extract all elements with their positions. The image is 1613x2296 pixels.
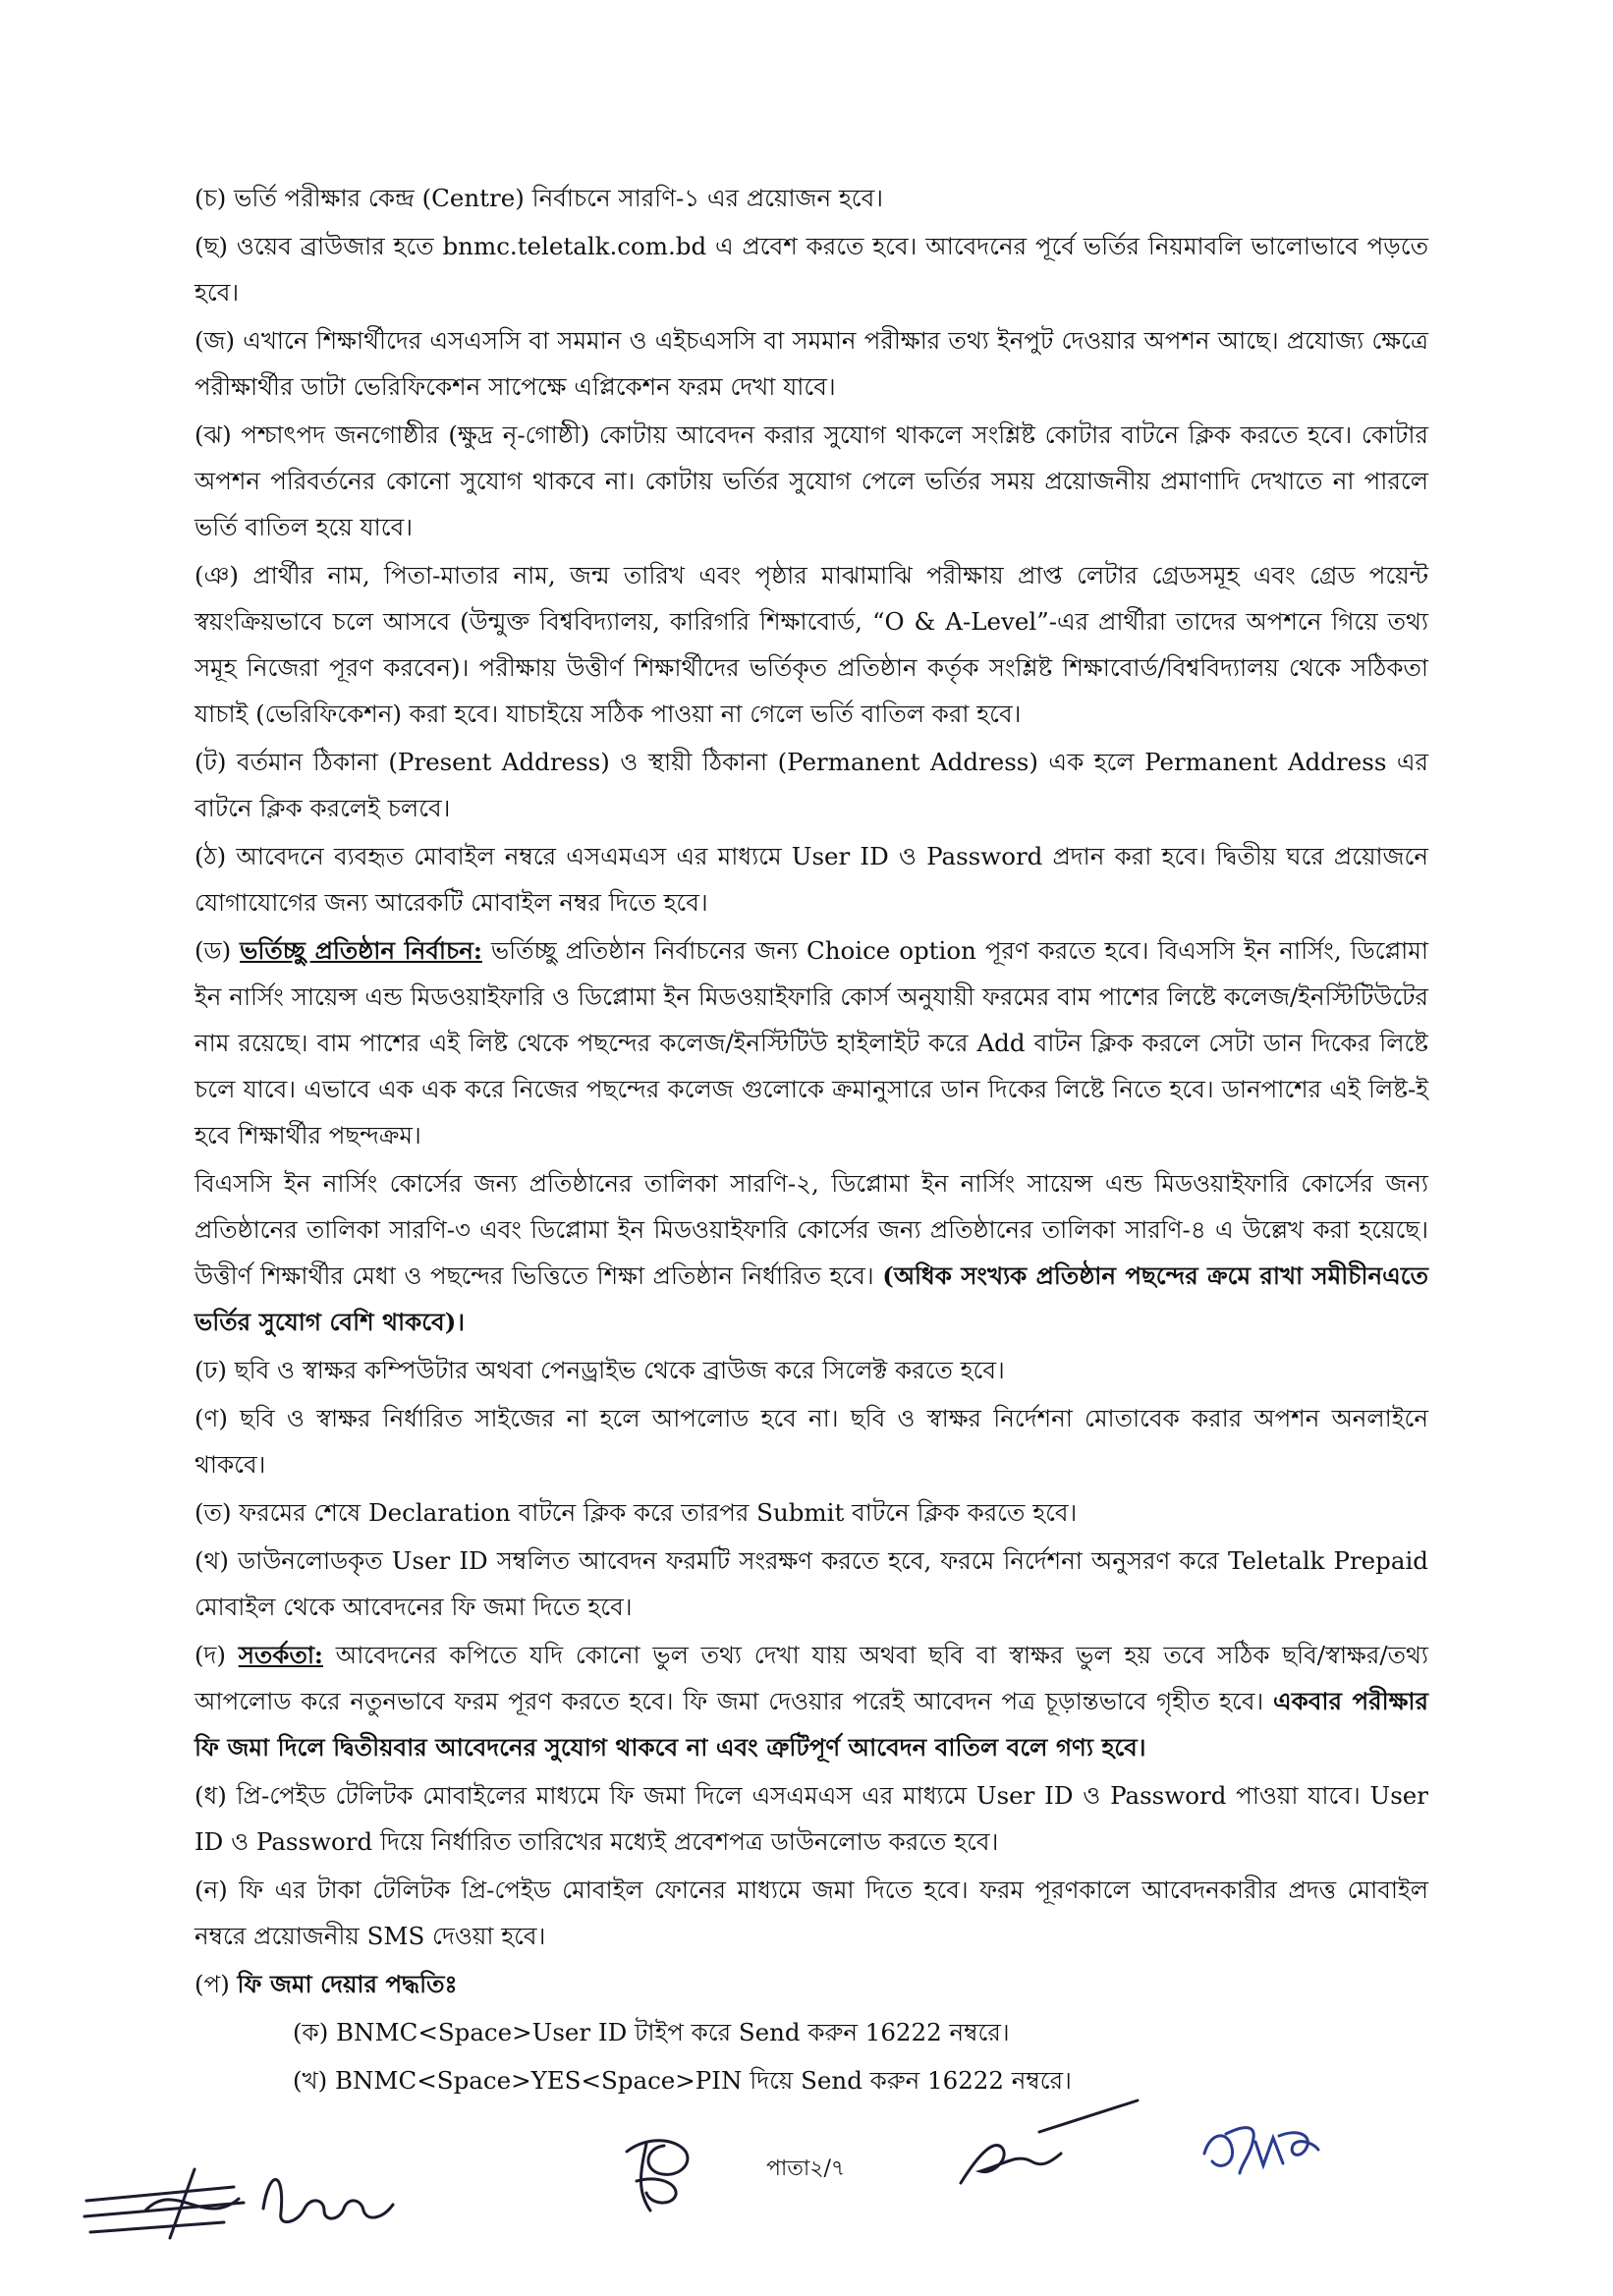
body-text: (ছ) ওয়েব ব্রাউজার হতে bnmc.teletalk.com.bd এ প্রবেশ করতে হবে। আবেদনের পূর্বে ভর্তির নিয়মাবলি ভালোভাবে পড়তে হবে।: [195, 232, 1428, 307]
fee-step: [293, 2057, 1428, 2103]
signature-1: [77, 2140, 401, 2248]
signature-4: [1196, 2114, 1324, 2183]
emphasis-text: সতর্কতা:: [238, 1641, 323, 1669]
body-text: (ধ) প্রি-পেইড টেলিটক মোবাইলের মাধ্যমে ফি জমা দিলে এসএমএস এর মাধ্যমে User ID ও Password পাওয়া যাবে। User ID ও Password দিয়ে নির্ধারিত তারিখের মধ্যেই প্রবেশপত্র ডাউনলোড করতে হবে।: [195, 1781, 1428, 1856]
instruction-item: [195, 1867, 1428, 1959]
body-text: (থ) ডাউনলোডকৃত User ID সম্বলিত আবেদন ফরমটি সংরক্ষণ করতে হবে, ফরমে নির্দেশনা অনুসরণ করে Teletalk Prepaid মোবাইল থেকে আবেদনের ফি জমা দিতে হবে।: [195, 1546, 1428, 1621]
body-text: (ক) BNMC<Space>User ID টাইপ করে Send করুন 16222 নম্বরে।: [293, 2018, 1010, 2046]
instruction-item: [195, 1538, 1428, 1630]
body-text: (ণ) ছবি ও স্বাক্ষর নির্ধারিত সাইজের না হলে আপলোড হবে না। ছবি ও স্বাক্ষর নির্দেশনা মোতাবেক করার অপশন অনলাইনে থাকবে।: [195, 1404, 1428, 1479]
body-text: বিএসসি ইন নার্সিং কোর্সের জন্য প্রতিষ্ঠানের তালিকা সারণি-২, ডিপ্লোমা ইন নার্সিং সায়েন্স এন্ড মিডওয়াইফারি কোর্সের জন্য প্রতিষ্ঠানের তালিকা সারণি-৩ এবং ডিপ্লোমা ইন মিডওয়াইফারি কোর্সের জন্য প্রতিষ্ঠানের তালিকা সারণি-৪ এ উল্লেখ করা হয়েছে। উত্তীর্ণ শিক্ষার্থীর মেধা ও পছন্দের ভিত্তিতে শিক্ষা প্রতিষ্ঠান নির্ধারিত হবে।: [195, 1169, 1428, 1290]
instruction-item: [195, 175, 1428, 221]
instruction-item: [195, 927, 1428, 1158]
instruction-item: [195, 1961, 1428, 2007]
body-text: (ঝ) পশ্চাৎপদ জনগোষ্ঠীর (ক্ষুদ্র নৃ-গোষ্ঠী) কোটায় আবেদন করার সুযোগ থাকলে সংশ্লিষ্ট কোটার বাটনে ক্লিক করতে হবে। কোটার অপশন পরিবর্তনের কোনো সুযোগ থাকবে না। কোটায় ভর্তির সুযোগ পেলে ভর্তির সময় প্রয়োজনীয় প্রমাণাদি দেখাতে না পারলে ভর্তি বাতিল হয়ে যাবে।: [195, 420, 1428, 541]
instruction-item: [195, 552, 1428, 737]
instruction-item: [195, 1395, 1428, 1487]
body-text: (ত) ফরমের শেষে Declaration বাটনে ক্লিক করে তারপর Submit বাটনে ক্লিক করতে হবে।: [195, 1498, 1078, 1527]
body-text: ভর্তিচ্ছু প্রতিষ্ঠান নির্বাচনের জন্য Choice option পূরণ করতে হবে। বিএসসি ইন নার্সিং, ডিপ্লোমা ইন নার্সিং সায়েন্স এন্ড মিডওয়াইফারি ও ডিপ্লোমা ইন মিডওয়াইফারি কোর্স অনুযায়ী ফরমের বাম পাশের লিষ্টে কলেজ/ইনস্টিটিউটের নাম রয়েছে। বাম পাশের এই লিষ্ট থেকে পছন্দের কলেজ/ইনস্টিটিউ হাইলাইট করে Add বাটন ক্লিক করলে সেটা ডান দিকের লিষ্টে চলে যাবে। এভাবে এক এক করে নিজের পছন্দের কলেজ গুলোকে ক্রমানুসারে ডান দিকের লিষ্টে নিতে হবে। ডানপাশের এই লিষ্ট-ই হবে শিক্ষার্থীর পছন্দক্রম।: [195, 936, 1428, 1149]
body-text: (ঢ) ছবি ও স্বাক্ষর কম্পিউটার অথবা পেনড্রাইভ থেকে ব্রাউজ করে সিলেক্ট করতে হবে।: [195, 1356, 1005, 1384]
instruction-item: [195, 1160, 1428, 1345]
signature-2: [607, 2122, 705, 2220]
instruction-item: [195, 412, 1428, 550]
fee-step: [293, 2009, 1428, 2055]
emphasis-text: ভর্তিচ্ছু প্রতিষ্ঠান নির্বাচন:: [240, 936, 482, 965]
emphasis-text: (অধিক সংখ্যক প্রতিষ্ঠান পছন্দের ক্রমে রাখা সমীচীনএতে ভর্তির সুযোগ বেশি থাকবে)।: [195, 1261, 1428, 1336]
instruction-item: [195, 223, 1428, 315]
body-text: আবেদনের কপিতে যদি কোনো ভুল তথ্য দেখা যায় অথবা ছবি বা স্বাক্ষর ভুল হয় তবে সঠিক ছবি/স্বাক্ষর/তথ্য আপলোড করে নতুনভাবে ফরম পূরণ করতে হবে। ফি জমা দেওয়ার পরেই আবেদন পত্র চূড়ান্তভাবে গৃহীত হবে।: [195, 1641, 1428, 1715]
body-text: (খ) BNMC<Space>YES<Space>PIN দিয়ে Send করুন 16222 নম্বরে।: [293, 2066, 1072, 2095]
body-text: (ন) ফি এর টাকা টেলিটক প্রি-পেইড মোবাইল ফোনের মাধ্যমে জমা দিতে হবে। ফরম পূরণকালে আবেদনকারীর প্রদত্ত মোবাইল নম্বরে প্রয়োজনীয় SMS দেওয়া হবে।: [195, 1876, 1428, 1950]
body-text: (দ): [195, 1641, 239, 1669]
instruction-item: [195, 1632, 1428, 1770]
instruction-item: [195, 739, 1428, 831]
document-body: [195, 175, 1428, 2105]
body-text: (জ) এখানে শিক্ষার্থীদের এসএসসি বা সমমান ও এইচএসসি বা সমমান পরীক্ষার তথ্য ইনপুট দেওয়ার অপশন আছে। প্রযোজ্য ক্ষেত্রে পরীক্ষার্থীর ডাটা ভেরিফিকেশন সাপেক্ষে এপ্লিকেশন ফরম দেখা যাবে।: [195, 326, 1428, 401]
instruction-item: [195, 1489, 1428, 1536]
body-text: (ট) বর্তমান ঠিকানা (Present Address) ও স্থায়ী ঠিকানা (Permanent Address) এক হলে Permanent Address এর বাটনে ক্লিক করলেই চলবে।: [195, 748, 1428, 822]
instruction-item: [195, 317, 1428, 410]
emphasis-text: একবার পরীক্ষার ফি জমা দিলে দ্বিতীয়বার আবেদনের সুযোগ থাকবে না এবং ত্রুটিপূর্ণ আবেদন বাতিল বলে গণ্য হবে।: [195, 1687, 1429, 1762]
body-text: (চ) ভর্তি পরীক্ষার কেন্দ্র (Centre) নির্বাচনে সারণি-১ এর প্রয়োজন হবে।: [195, 184, 883, 212]
body-text: (ঞ) প্রার্থীর নাম, পিতা-মাতার নাম, জন্ম তারিখ এবং পৃষ্ঠার মাঝামাঝি পরীক্ষায় প্রাপ্ত লেটার গ্রেডসমূহ এবং গ্রেড পয়েন্ট স্বয়ংক্রিয়ভাবে চলে আসবে (উন্মুক্ত বিশ্ববিদ্যালয়, কারিগরি শিক্ষাবোর্ড, “O & A-Level”-এর প্রার্থীরা তাদের অপশনে গিয়ে তথ্য সমূহ নিজেরা পূরণ করবেন)। পরীক্ষায় উত্তীর্ণ শিক্ষার্থীদের ভর্তিকৃত প্রতিষ্ঠান কর্তৃক সংশ্লিষ্ট শিক্ষাবোর্ড/বিশ্ববিদ্যালয় থেকে সঠিকতা যাচাই (ভেরিফিকেশন) করা হবে। যাচাইয়ে সঠিক পাওয়া না গেলে ভর্তি বাতিল করা হবে।: [195, 561, 1428, 728]
signature-3: [951, 2093, 1147, 2191]
body-text: (প): [195, 1970, 238, 1998]
instruction-item: [195, 1347, 1428, 1393]
body-text: (ড): [195, 936, 241, 965]
instruction-item: [195, 833, 1428, 925]
emphasis-text: ফি জমা দেয়ার পদ্ধতিঃ: [237, 1970, 458, 1998]
body-text: (ঠ) আবেদনে ব্যবহৃত মোবাইল নম্বরে এসএমএস এর মাধ্যমে User ID ও Password প্রদান করা হবে। দ্বিতীয় ঘরে প্রয়োজনে যোগাযোগের জন্য আরেকটি মোবাইল নম্বর দিতে হবে।: [195, 842, 1428, 917]
page-number: পাতা২/৭: [766, 2156, 846, 2181]
instruction-item: [195, 1772, 1428, 1865]
